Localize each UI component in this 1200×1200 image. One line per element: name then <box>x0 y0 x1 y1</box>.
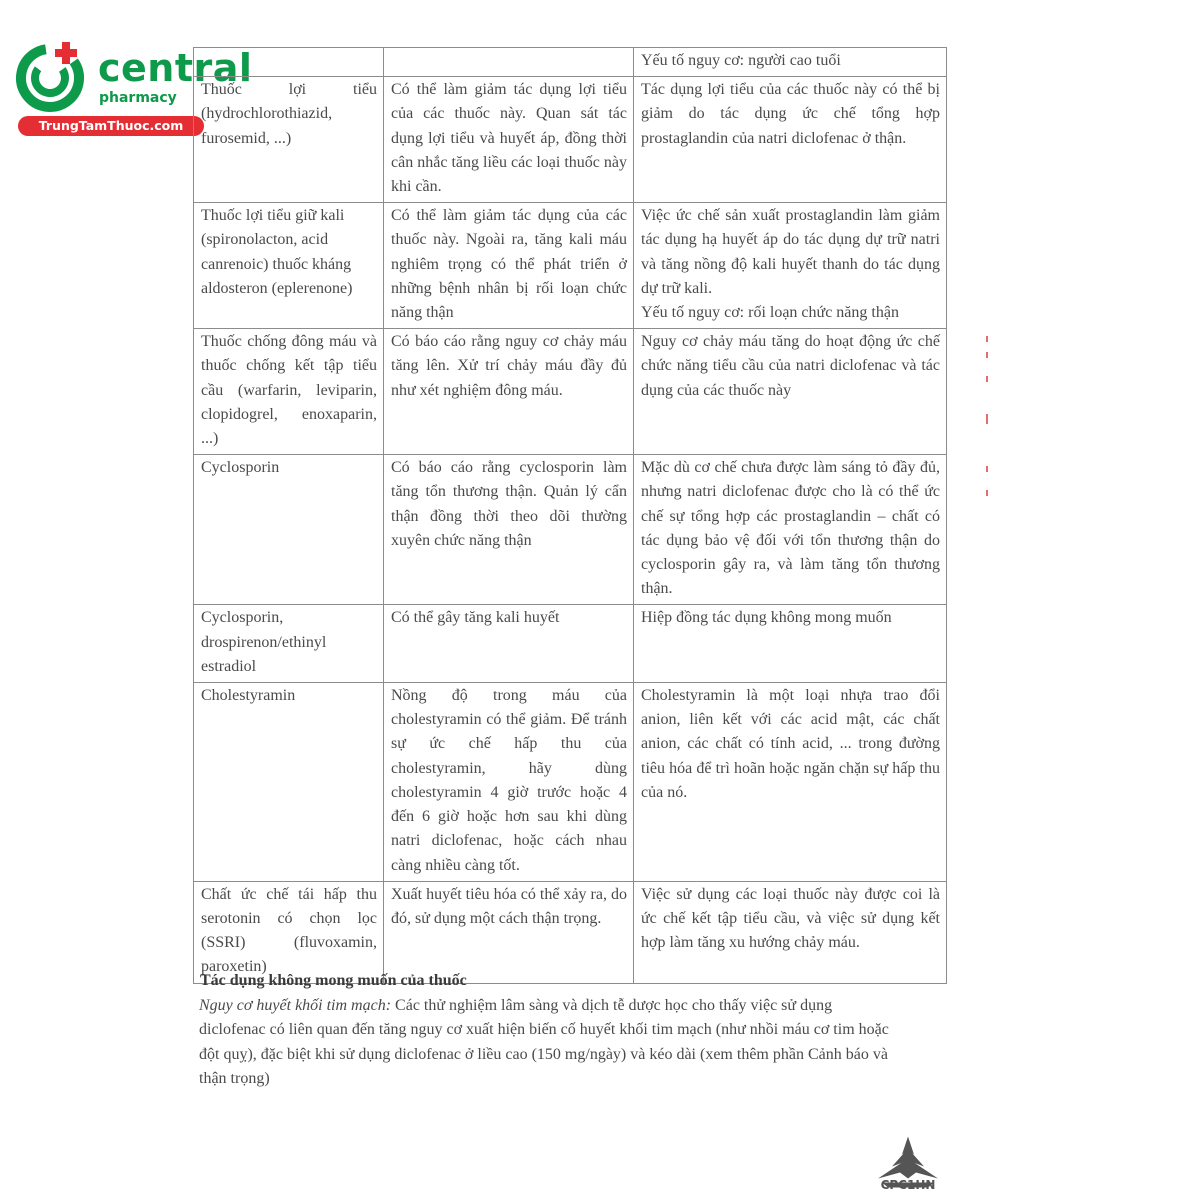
table-cell: Mặc dù cơ chế chưa được làm sáng tỏ đầy đủ, nhưng natri diclofenac được cho là có thể ức chế sự tổng hợp các prostaglandin – chất có tác dụng bảo vệ đối với tổn thương thận do cyclosporin gây ra, và làm tăng tổn thương thận. <box>634 455 947 605</box>
table-cell: Cyclosporin, drospirenon/ethinyl estradiol <box>194 605 384 683</box>
table-cell: Cholestyramin <box>194 683 384 882</box>
scan-mark <box>986 376 988 382</box>
section-body <box>199 994 894 1091</box>
table-cell: Tác dụng lợi tiểu của các thuốc này có thể bị giảm do tác dụng ức chế tổng hợp prostaglandin của natri diclofenac ở thận. <box>634 77 947 203</box>
pharmacy-cross-icon <box>10 38 90 118</box>
table-row <box>194 329 947 455</box>
table-row <box>194 48 947 77</box>
table-cell: Thuốc lợi tiểu (hydrochlorothiazid, furosemid, ...) <box>194 77 384 203</box>
table-row <box>194 455 947 605</box>
table-cell: Có báo cáo rằng nguy cơ chảy máu tăng lên. Xử trí chảy máu đầy đủ như xét nghiệm đông máu. <box>384 329 634 455</box>
section-lead: Nguy cơ huyết khối tim mạch: <box>199 997 392 1014</box>
table-cell: Xuất huyết tiêu hóa có thể xảy ra, do đó, sử dụng một cách thận trọng. <box>384 881 634 983</box>
table-cell <box>384 48 634 77</box>
table-row <box>194 605 947 683</box>
table-cell: Hiệp đồng tác dụng không mong muốn <box>634 605 947 683</box>
brand-name: central <box>98 46 253 90</box>
table-cell <box>194 48 384 77</box>
table-cell: Nguy cơ chảy máu tăng do hoạt động ức chế chức năng tiểu cầu của natri diclofenac và tác dụng của các thuốc này <box>634 329 947 455</box>
brand-url[interactable]: TrungTamThuoc.com <box>18 116 204 136</box>
scan-mark <box>986 352 988 358</box>
brand-subtitle: pharmacy <box>99 90 177 106</box>
table-cell: Yếu tố nguy cơ: người cao tuổi <box>634 48 947 77</box>
table-cell: Việc ức chế sản xuất prostaglandin làm giảm tác dụng hạ huyết áp do tác dụng dự trữ natri và tăng nồng độ kali huyết thanh do tác dụng dự trữ kali. Yếu tố nguy cơ: rối loạn chức năng thận <box>634 203 947 329</box>
table-cell: Chất ức chế tái hấp thu serotonin có chọn lọc (SSRI) (fluvoxamin, paroxetin) <box>194 881 384 983</box>
table-cell: Thuốc chống đông máu và thuốc chống kết tập tiểu cầu (warfarin, leviparin, clopidogrel, enoxaparin, ...) <box>194 329 384 455</box>
table-cell: Nồng độ trong máu của cholestyramin có thể giảm. Để tránh sự ức chế hấp thu của cholestyramin, hãy dùng cholestyramin 4 giờ trước hoặc 4 đến 6 giờ hoặc hơn sau khi dùng natri diclofenac, hoặc cách nhau càng nhiều càng tốt. <box>384 683 634 882</box>
table-cell: Việc sử dụng các loại thuốc này được coi là ức chế kết tập tiểu cầu, và việc sử dụng kết hợp làm tăng xu hướng chảy máu. <box>634 881 947 983</box>
table-cell: Có thể làm giảm tác dụng lợi tiểu của các thuốc này. Quan sát tác dụng lợi tiểu và huyết áp, đồng thời cân nhắc tăng liều các loại thuốc này khi cần. <box>384 77 634 203</box>
section-text: Các thử nghiệm lâm sàng và dịch tễ dược học cho thấy việc sử dụng diclofenac có liên quan đến tăng nguy cơ xuất hiện biến cố huyết khối tim mạch (như nhồi máu cơ tim hoặc đột quỵ), đặc biệt khi sử dụng diclofenac ở liều cao (150 mg/ngày) và kéo dài (xem thêm phần Cảnh báo và thận trọng) <box>199 997 889 1087</box>
table-row <box>194 203 947 329</box>
table-cell: Có thể làm giảm tác dụng của các thuốc này. Ngoài ra, tăng kali máu nghiêm trọng có thể phát triển ở những bệnh nhân bị rối loạn chức năng thận <box>384 203 634 329</box>
central-pharmacy-logo <box>10 38 253 138</box>
table-cell: Có báo cáo rằng cyclosporin làm tăng tổn thương thận. Quản lý cẩn thận đồng thời theo dõi thường xuyên chức năng thận <box>384 455 634 605</box>
table-cell: Cyclosporin <box>194 455 384 605</box>
table-cell: Thuốc lợi tiểu giữ kali (spironolacton, acid canrenoic) thuốc kháng aldosteron (eplerenone) <box>194 203 384 329</box>
table-cell: Cholestyramin là một loại nhựa trao đổi anion, liên kết với các acid mật, các chất anion, các chất có tính acid, ... trong đường tiêu hóa để trì hoãn hoặc ngăn chặn sự hấp thu của nó. <box>634 683 947 882</box>
scan-mark <box>986 490 988 496</box>
drug-interaction-table <box>193 47 947 984</box>
table-cell: Có thể gây tăng kali huyết <box>384 605 634 683</box>
cpc1hn-logo-text: CPC1HN <box>880 1178 936 1192</box>
scan-mark <box>986 466 988 472</box>
table-row <box>194 683 947 882</box>
section-title: Tác dụng không mong muốn của thuốc <box>200 972 467 989</box>
scan-mark <box>986 414 988 424</box>
table-row <box>194 881 947 983</box>
table-row <box>194 77 947 203</box>
scan-mark <box>986 336 988 342</box>
